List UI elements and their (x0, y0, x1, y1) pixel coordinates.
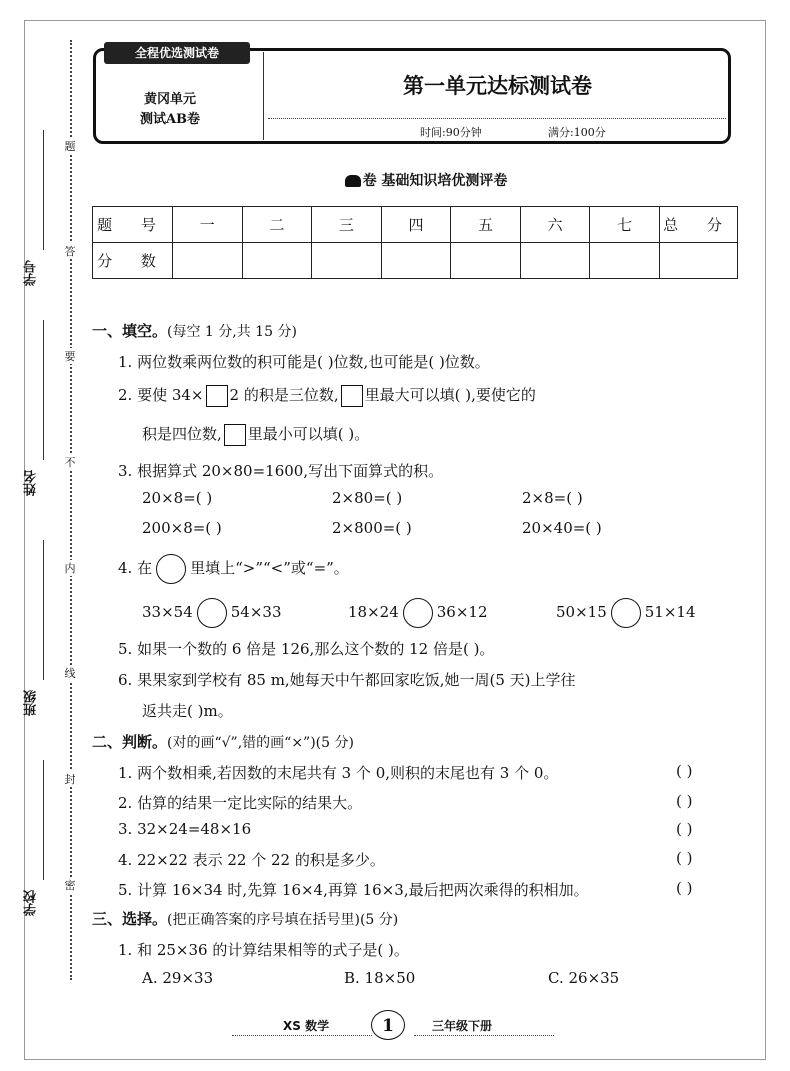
score-header-cell: 七 (590, 207, 660, 243)
choice-option-b[interactable]: B. 18×50 (344, 969, 416, 987)
part3-heading-text: 三、选择。 (92, 910, 168, 928)
compare-circle[interactable] (197, 598, 227, 628)
score-row-label: 分 数 (93, 243, 173, 279)
question-1-6b: 返共走( )m。 (142, 702, 233, 720)
choice-question: 1. 和 25×36 的计算结果相等的式子是( )。 (118, 941, 409, 959)
judge-item: 3. 32×24=48×16 (118, 820, 252, 838)
part1-heading-text: 一、填空。 (92, 322, 168, 340)
score-cell[interactable] (590, 243, 660, 279)
digit-box[interactable] (224, 424, 246, 446)
score-header-cell: 六 (520, 207, 590, 243)
question-text: 4. 在 (118, 559, 153, 577)
part1-heading (92, 320, 297, 341)
footer-subject: XS 数学 (283, 1019, 330, 1033)
calc-item: 2×80=( ) (332, 489, 403, 507)
full-score: 满分:100分 (548, 126, 606, 139)
score-cell[interactable] (312, 243, 382, 279)
compare-circle[interactable] (611, 598, 641, 628)
score-header-cell: 二 (242, 207, 312, 243)
series-name-line2: 测试AB卷 (139, 112, 201, 127)
a-badge-icon (345, 175, 361, 187)
question-text: 积是四位数, (142, 425, 222, 443)
footer-rule-left (232, 1035, 372, 1036)
digit-box[interactable] (206, 385, 228, 407)
question-1-5: 5. 如果一个数的 6 倍是 126,那么这个数的 12 倍是( )。 (118, 640, 495, 658)
series-name-line1: 黄冈单元 (143, 92, 196, 107)
score-table (92, 206, 738, 279)
judge-item: 1. 两个数相乘,若因数的末尾共有 3 个 0,则积的末尾也有 3 个 0。 (118, 764, 559, 782)
class-label: 班级 (24, 690, 39, 716)
seal-char: 题 (62, 138, 78, 154)
compare-circle[interactable] (403, 598, 433, 628)
digit-box[interactable] (341, 385, 363, 407)
series-badge: 全程优选测试卷 (104, 42, 250, 64)
part2-heading (92, 731, 354, 752)
time-limit: 时间:90分钟 (420, 126, 482, 139)
part2-note: (对的画“√”,错的画“×”)(5 分) (167, 735, 354, 751)
answer-paren[interactable]: ( ) (676, 762, 693, 780)
score-cell[interactable] (451, 243, 521, 279)
calc-item: 2×800=( ) (332, 519, 412, 537)
compare-item (348, 598, 488, 628)
school-field[interactable] (43, 760, 44, 880)
footer-grade: 三年级下册 (432, 1019, 493, 1033)
answer-paren[interactable]: ( ) (676, 849, 693, 867)
question-1-2a (118, 384, 536, 407)
question-1-2b (142, 423, 369, 446)
judge-item: 2. 估算的结果一定比实际的结果大。 (118, 794, 363, 812)
judge-item: 5. 计算 16×34 时,先算 16×4,再算 16×3,最后把两次乘得的积相加。 (118, 881, 589, 899)
calc-item: 200×8=( ) (142, 519, 222, 537)
seal-char: 不 (62, 454, 78, 470)
part2-heading-text: 二、判断。 (92, 733, 168, 751)
seal-char: 密 (62, 877, 78, 893)
title-dotted-rule (268, 118, 726, 119)
student-id-field[interactable] (43, 130, 44, 250)
seal-char: 线 (62, 665, 78, 681)
score-cell[interactable] (242, 243, 312, 279)
binding-cut-line (70, 40, 72, 980)
page-title: 第一单元达标测试卷 (403, 74, 592, 98)
question-1-1: 1. 两位数乘两位数的积可能是( )位数,也可能是( )位数。 (118, 353, 490, 371)
score-header-cell: 三 (312, 207, 382, 243)
compare-right: 54×33 (230, 603, 282, 621)
score-cell[interactable] (381, 243, 451, 279)
choice-option-c[interactable]: C. 26×35 (548, 969, 620, 987)
compare-item (142, 598, 282, 628)
answer-paren[interactable]: ( ) (676, 879, 693, 897)
student-id-label: 学号 (24, 260, 39, 286)
calc-item: 2×8=( ) (522, 489, 583, 507)
part1-note: (每空 1 分,共 15 分) (167, 324, 297, 340)
class-field[interactable] (43, 540, 44, 680)
question-text: 里填上“>”“<”或“=”。 (190, 559, 349, 577)
compare-right: 51×14 (644, 603, 696, 621)
score-cell[interactable] (173, 243, 243, 279)
question-text: 2 的积是三位数, (229, 386, 339, 404)
header-divider (263, 52, 264, 140)
question-text: 里最大可以填( ),要使它的 (364, 386, 536, 404)
part3-heading (92, 908, 398, 929)
name-field[interactable] (43, 320, 44, 460)
compare-circle[interactable] (156, 554, 186, 584)
question-1-4 (118, 554, 349, 584)
name-label: 姓名 (24, 470, 39, 496)
compare-left: 18×24 (348, 603, 399, 621)
calc-item: 20×8=( ) (142, 489, 213, 507)
answer-paren[interactable]: ( ) (676, 792, 693, 810)
answer-paren[interactable]: ( ) (676, 820, 693, 838)
score-header-cell: 总 分 (660, 207, 738, 243)
question-1-6a: 6. 果果家到学校有 85 m,她每天中午都回家吃饭,她一周(5 天)上学往 (118, 671, 576, 689)
score-header-row (93, 207, 738, 243)
page-number: 1 (371, 1010, 405, 1040)
score-header-cell: 一 (173, 207, 243, 243)
section-heading (296, 170, 556, 190)
question-1-3: 3. 根据算式 20×80=1600,写出下面算式的积。 (118, 462, 444, 480)
score-header-cell: 题 号 (93, 207, 173, 243)
score-cell[interactable] (660, 243, 738, 279)
calc-item: 20×40=( ) (522, 519, 602, 537)
footer-rule-right (414, 1035, 554, 1036)
seal-char: 封 (62, 771, 78, 787)
seal-char: 内 (62, 560, 78, 576)
score-value-row (93, 243, 738, 279)
score-cell[interactable] (520, 243, 590, 279)
seal-char: 要 (62, 348, 78, 364)
question-text: 2. 要使 34× (118, 386, 204, 404)
choice-option-a[interactable]: A. 29×33 (142, 969, 214, 987)
score-header-cell: 四 (381, 207, 451, 243)
compare-left: 33×54 (142, 603, 193, 621)
seal-char: 答 (62, 243, 78, 259)
part3-note: (把正确答案的序号填在括号里)(5 分) (167, 912, 399, 928)
judge-item: 4. 22×22 表示 22 个 22 的积是多少。 (118, 851, 385, 869)
compare-left: 50×15 (556, 603, 607, 621)
section-heading-text: 卷 基础知识培优测评卷 (362, 173, 508, 189)
school-label: 学校 (24, 890, 39, 916)
compare-right: 36×12 (436, 603, 488, 621)
question-text: 里最小可以填( )。 (247, 425, 370, 443)
score-header-cell: 五 (451, 207, 521, 243)
compare-item (556, 598, 696, 628)
